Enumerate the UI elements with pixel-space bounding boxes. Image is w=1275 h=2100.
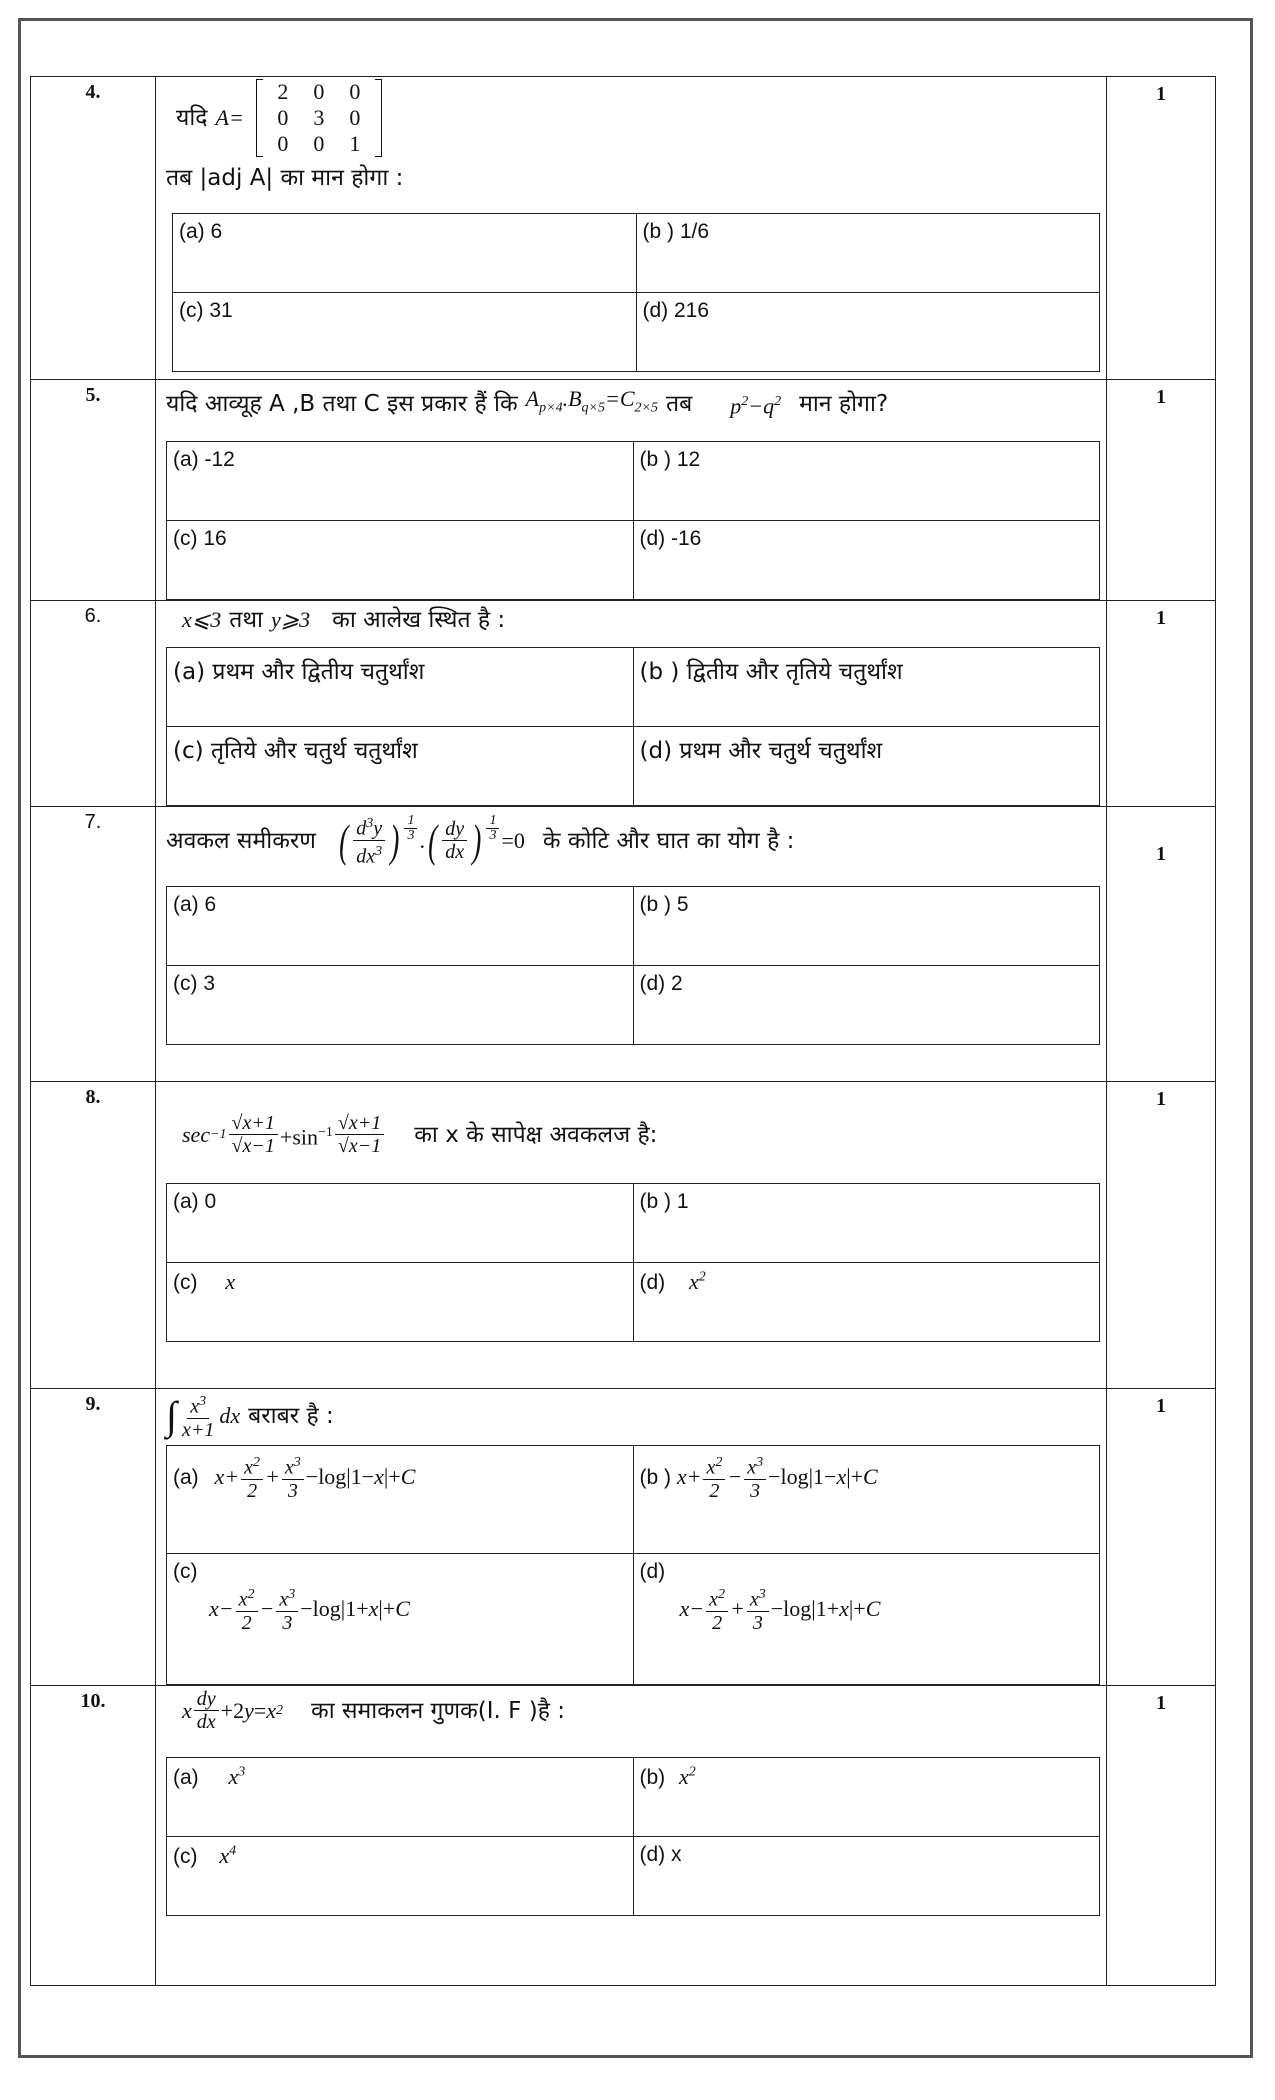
option-c: (c) 16 bbox=[167, 521, 634, 600]
option-c: (c) x− $\frac{x^2}{2}$ − $\frac{x^3}{3}$ −log|1+ x |+ C bbox=[167, 1554, 634, 1685]
question-join: तथा bbox=[229, 607, 263, 634]
option-a: (a) 0 bbox=[167, 1184, 634, 1263]
option-b: (b ) 1/6 bbox=[636, 214, 1100, 293]
matrix-product-expr: $A_{p\times 4}.B_{q\times 5}=C_{2\times 5}$ bbox=[525, 386, 658, 416]
options-table bbox=[166, 1183, 1100, 1342]
option-b: (b ) 1 bbox=[633, 1184, 1100, 1263]
option-b: (b) $x^2$ bbox=[633, 1758, 1100, 1837]
matrix-cell: 0 bbox=[277, 105, 289, 130]
question-row-5 bbox=[31, 380, 1216, 601]
matrix-cell: 0 bbox=[277, 131, 289, 156]
option-b: (b ) x+ $\frac{x^2}{2}$ − $\frac{x^3}{3}$ −log|1− x |+ C bbox=[633, 1446, 1100, 1554]
matrix-a bbox=[256, 79, 382, 157]
option-a: (a) प्रथम और द्वितीय चतुर्थांश bbox=[167, 648, 634, 727]
question-number: 10. bbox=[31, 1686, 156, 1986]
condition-y: y⩾3 bbox=[270, 607, 311, 633]
question-text: का समाकलन गुणक(I. F )है : bbox=[311, 1697, 565, 1724]
question-marks: 1 bbox=[1107, 1082, 1216, 1389]
option-d: (d) x− $\frac{x^2}{2}$ + $\frac{x^3}{3}$ −log|1+ x |+ C bbox=[633, 1554, 1100, 1685]
question-number: 8. bbox=[31, 1082, 156, 1389]
matrix-cell: 0 bbox=[349, 79, 361, 104]
option-b: (b ) द्वितीय और तृतिये चतुर्थांश bbox=[633, 648, 1100, 727]
question-content bbox=[156, 1686, 1107, 1986]
question-marks: 1 bbox=[1107, 77, 1216, 380]
option-c: (c) 31 bbox=[173, 293, 637, 372]
option-a: (a) x+ $\frac{x^2}{2}$ + $\frac{x^3}{3}$ −log|1− x |+ C bbox=[167, 1446, 634, 1554]
matrix-cell: 1 bbox=[349, 131, 361, 156]
matrix-cell: 0 bbox=[313, 131, 325, 156]
matrix-cell: 0 bbox=[349, 105, 361, 130]
question-row-4 bbox=[31, 77, 1216, 380]
option-label: (b) bbox=[639, 1766, 666, 1790]
question-content bbox=[156, 1082, 1107, 1389]
question-content bbox=[156, 77, 1107, 380]
question-text: का आलेख स्थित है : bbox=[332, 607, 506, 634]
question-content bbox=[156, 1389, 1107, 1686]
question-table bbox=[30, 76, 1216, 1986]
option-label: (a) bbox=[173, 1465, 199, 1489]
differential-expression: x $\frac{dy}{dx}$ +2 y = x 2 bbox=[182, 1688, 284, 1734]
options-table bbox=[172, 213, 1100, 372]
option-b: (b ) 5 bbox=[633, 886, 1100, 965]
option-d: (d) 216 bbox=[636, 293, 1100, 372]
question-marks: 1 bbox=[1107, 1389, 1216, 1686]
options-table bbox=[166, 441, 1100, 600]
question-content bbox=[156, 601, 1107, 807]
option-label: (c) bbox=[173, 1271, 198, 1295]
question-marks: 1 bbox=[1107, 380, 1216, 601]
question-number: 9. bbox=[31, 1389, 156, 1686]
option-b: (b ) 12 bbox=[633, 442, 1100, 521]
option-a: (a) 6 bbox=[173, 214, 637, 293]
matrix-cell: 0 bbox=[313, 79, 325, 104]
question-text: का x के सापेक्ष अवकलज है: bbox=[414, 1121, 658, 1148]
differential-equation: ( $\frac{d^3y}{dx^3}$ ) $\frac{1}{3}$ . ( $\frac{dy}{dx}$ ) $\frac{1}{3}$ =0 bbox=[338, 813, 525, 868]
equation-zero: =0 bbox=[501, 827, 525, 853]
question-row-6 bbox=[31, 601, 1216, 807]
inverse-trig-expression: sec −1 $\frac{√x+1}{√x-1}$ $+\sin^{-1}$ $\frac{√x+1}{√x-1}$ bbox=[182, 1112, 386, 1157]
question-content bbox=[156, 380, 1107, 601]
question-text: तब |adj A| का मान होगा : bbox=[166, 165, 404, 191]
matrix-cell: 3 bbox=[313, 105, 325, 130]
option-c: (c) तृतिये और चतुर्थ चतुर्थांश bbox=[167, 727, 634, 806]
question-text-b: के कोटि और घात का योग है : bbox=[542, 827, 795, 854]
question-text-c: मान होगा? bbox=[799, 390, 889, 417]
question-number: 7. bbox=[31, 807, 156, 1082]
option-label: (a) bbox=[173, 1766, 199, 1790]
option-label: (d) bbox=[639, 1560, 666, 1584]
question-row-7 bbox=[31, 807, 1216, 1082]
option-label: (c) bbox=[173, 1845, 198, 1869]
question-marks: 1 bbox=[1107, 1686, 1216, 1986]
question-number: 5. bbox=[31, 380, 156, 601]
question-number: 6. bbox=[31, 601, 156, 807]
options-table bbox=[166, 647, 1100, 806]
options-table bbox=[166, 1757, 1100, 1916]
option-d: (d) -16 bbox=[633, 521, 1100, 600]
option-c: (c) x bbox=[167, 1263, 634, 1342]
option-c: (c) $x^4$ bbox=[167, 1837, 634, 1916]
option-c: (c) 3 bbox=[167, 965, 634, 1044]
pq-expr: $p^2-q^2$ bbox=[730, 392, 782, 418]
options-table bbox=[166, 1445, 1100, 1685]
question-text-a: यदि आव्यूह A ,B तथा C इस प्रकार हैं कि bbox=[166, 390, 518, 417]
question-marks: 1 bbox=[1107, 807, 1216, 1082]
option-d: (d) प्रथम और चतुर्थ चतुर्थांश bbox=[633, 727, 1100, 806]
option-d: (d) $x^2$ bbox=[633, 1263, 1100, 1342]
question-row-9 bbox=[31, 1389, 1216, 1686]
question-row-10 bbox=[31, 1686, 1216, 1986]
option-label: (b ) bbox=[639, 1465, 671, 1489]
integral-expression: ∫ $\frac{x^3}{x+1}$ dx bbox=[166, 1393, 241, 1442]
option-label: (c) bbox=[173, 1560, 198, 1584]
options-table bbox=[166, 886, 1100, 1045]
option-d: (d) x bbox=[633, 1837, 1100, 1916]
question-prefix: यदि bbox=[176, 105, 208, 131]
question-text-b: तब bbox=[665, 390, 693, 417]
question-text-a: अवकल समीकरण bbox=[166, 827, 316, 854]
matrix-cell: 2 bbox=[277, 79, 289, 104]
question-marks: 1 bbox=[1107, 601, 1216, 807]
option-d: (d) 2 bbox=[633, 965, 1100, 1044]
question-content bbox=[156, 807, 1107, 1082]
question-row-8 bbox=[31, 1082, 1216, 1389]
option-label: (d) bbox=[639, 1271, 666, 1295]
question-number: 4. bbox=[31, 77, 156, 380]
condition-x: x⩽3 bbox=[182, 607, 222, 633]
matrix-label: A= bbox=[215, 105, 244, 130]
question-text: बराबर है : bbox=[248, 1403, 334, 1430]
option-a: (a) $x^3$ bbox=[167, 1758, 634, 1837]
option-a: (a) -12 bbox=[167, 442, 634, 521]
option-a: (a) 6 bbox=[167, 886, 634, 965]
